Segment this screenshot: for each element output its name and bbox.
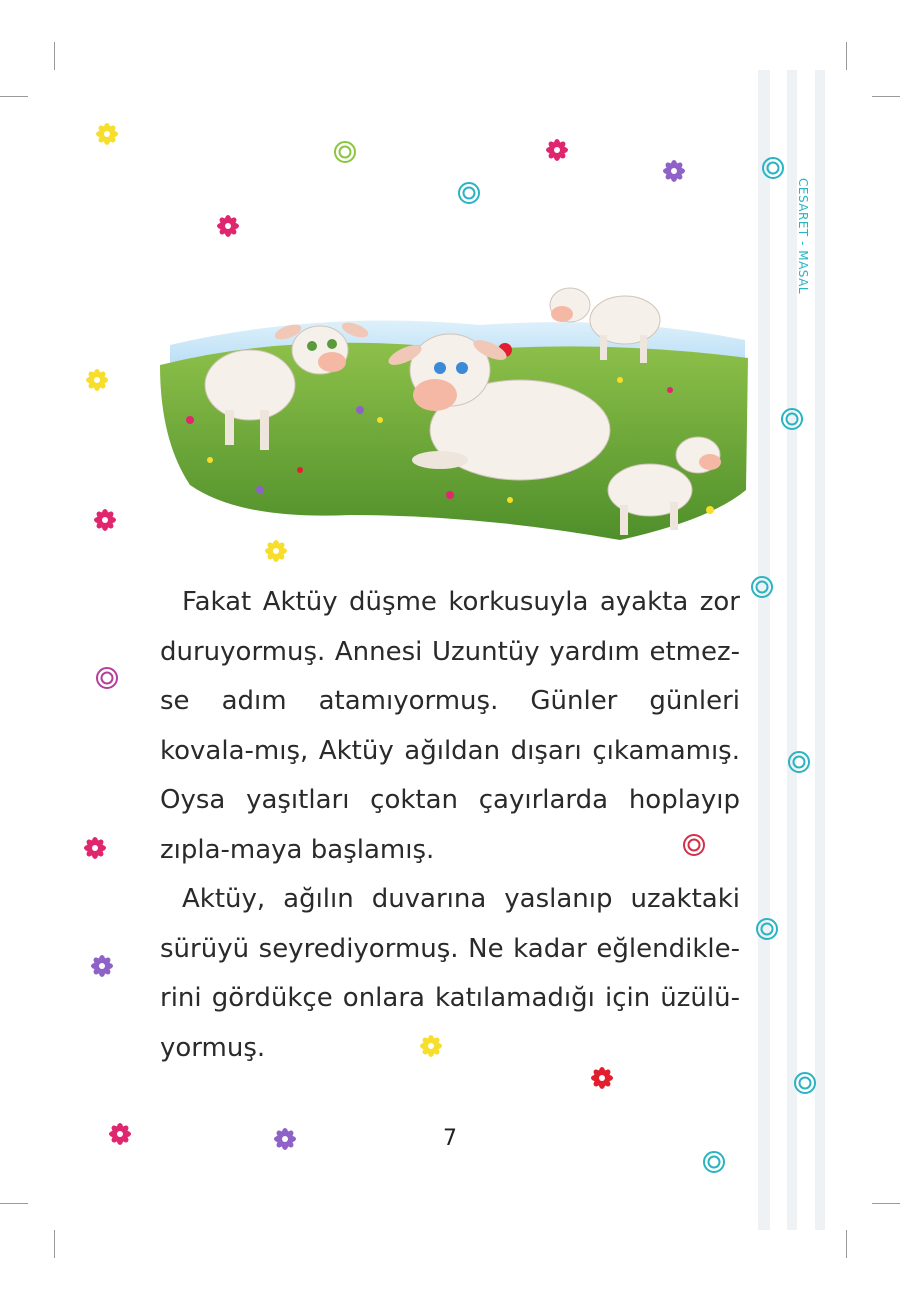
ring-icon <box>701 1149 727 1175</box>
flower-icon <box>216 214 240 238</box>
crop-mark <box>846 42 847 70</box>
ring-icon <box>779 406 805 432</box>
ring-icon <box>760 155 786 181</box>
flower-icon <box>95 122 119 146</box>
flower-icon <box>419 1034 443 1058</box>
ring-icon <box>792 1070 818 1096</box>
flower-icon <box>273 1127 297 1151</box>
flower-icon <box>545 138 569 162</box>
page-number: 7 <box>443 1126 457 1151</box>
ring-icon <box>456 180 482 206</box>
ring-icon <box>94 665 120 691</box>
flower-icon <box>90 954 114 978</box>
crop-mark <box>0 96 28 97</box>
ring-icon <box>332 139 358 165</box>
ring-icon <box>786 749 812 775</box>
crop-mark <box>872 96 900 97</box>
ring-icon <box>749 574 775 600</box>
paragraph: Aktüy, ağılın duvarına yaslanıp uzaktaki sürüyü seyrediyormuş. Ne kadar eğlendikle-rini gördükçe onlara katılamadığı için üzülü-yormuş. <box>160 884 740 1063</box>
side-strip <box>815 70 825 1230</box>
crop-mark <box>846 1230 847 1258</box>
crop-mark <box>0 1203 28 1204</box>
crop-mark <box>54 1230 55 1258</box>
flower-icon <box>590 1066 614 1090</box>
crop-mark <box>872 1203 900 1204</box>
ring-icon <box>754 916 780 942</box>
ring-icon <box>681 832 707 858</box>
story-text <box>160 578 740 1073</box>
flower-icon <box>662 159 686 183</box>
flower-icon <box>264 539 288 563</box>
sheep-meadow-illustration <box>150 270 750 560</box>
flower-icon <box>85 368 109 392</box>
flower-icon <box>83 836 107 860</box>
flower-icon <box>93 508 117 532</box>
crop-mark <box>54 42 55 70</box>
flower-icon <box>108 1122 132 1146</box>
paragraph: Fakat Aktüy düşme korkusuyla ayakta zor duruyormuş. Annesi Uzuntüy yardım etmez-se adım atamıyormuş. Günler günleri kovala-mış, Aktüy ağıldan dışarı çıkamamış. Oysa yaşıtları çoktan çayırlarda hoplayıp zıpla-maya başlamış. <box>160 587 740 865</box>
side-strip <box>758 70 770 1230</box>
chapter-label: CESARET - MASAL <box>796 178 810 295</box>
